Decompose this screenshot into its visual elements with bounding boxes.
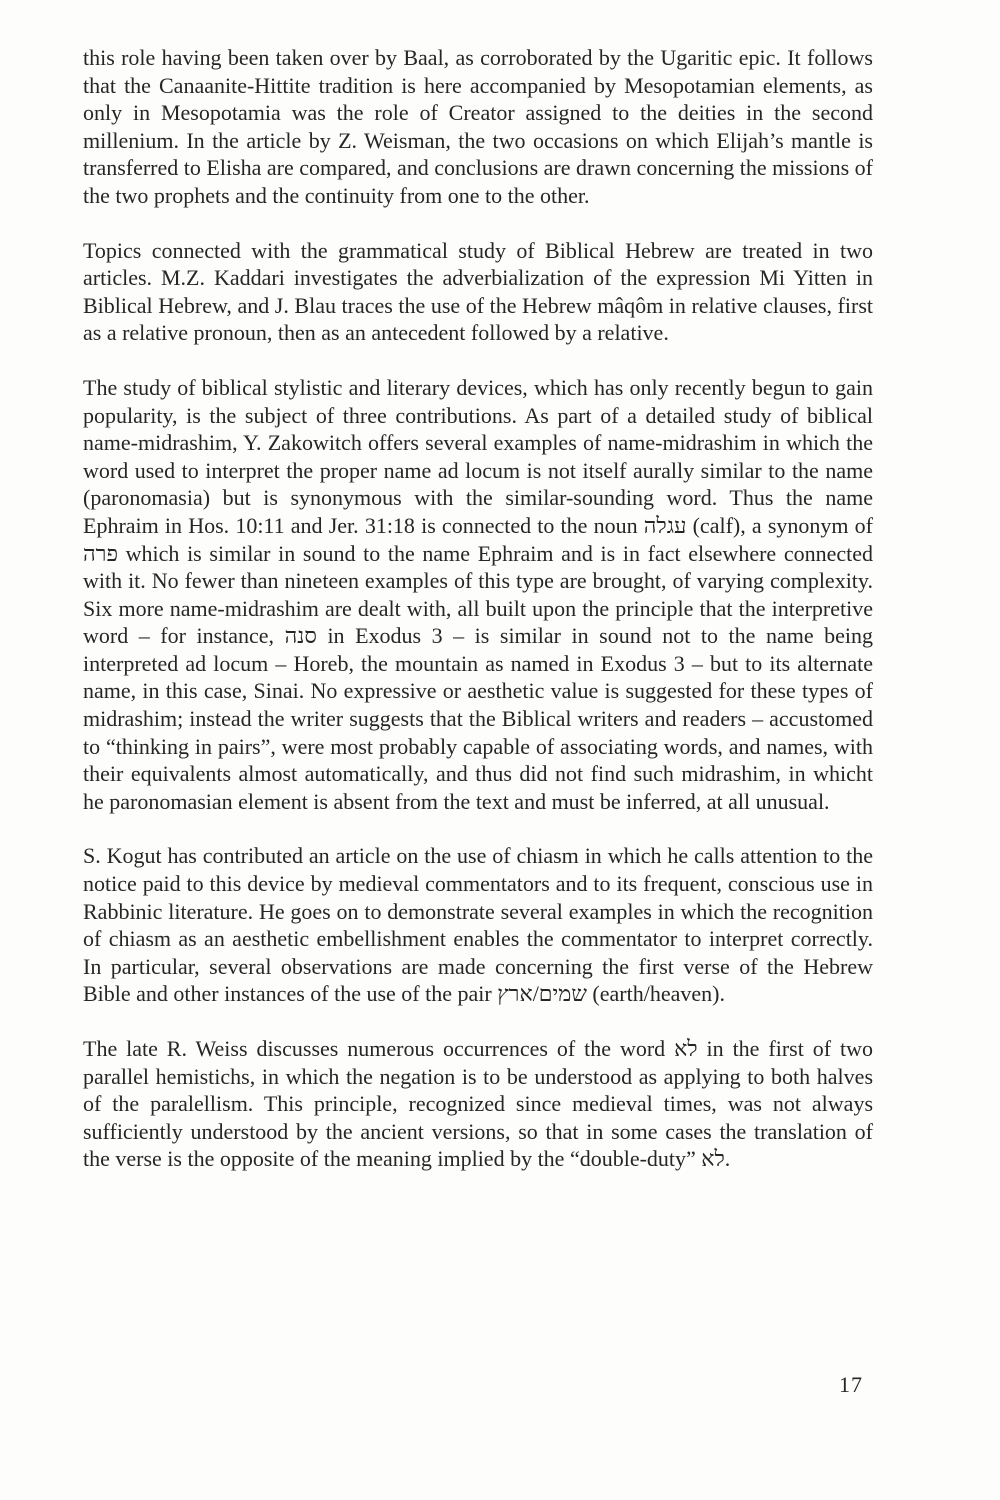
body-text: [83, 44, 873, 1173]
paragraph-3: The study of biblical stylistic and literary devices, which has only recently begun to gain popularity, is the subject of three contributions. As part of a detailed study of biblical name-midrashim, Y. Zakowitch offers several examples of name-midrashim in which the word used to interpret the proper name ad locum is not itself aurally similar to the name (paronomasia) but is synonymous with the similar-sounding word. Thus the name Ephraim in Hos. 10:11 and Jer. 31:18 is connected to the noun עגלה (calf), a synonym of פרה which is similar in sound to the name Ephraim and is in fact elsewhere connected with it. No fewer than nineteen examples of this type are brought, of varying complexity. Six more name-midrashim are dealt with, all built upon the principle that the interpretive word – for instance, סנה in Exodus 3 – is similar in sound not to the name being interpreted ad locum – Horeb, the mountain as named in Exodus 3 – but to its alternate name, in this case, Sinai. No expressive or aesthetic value is suggested for these types of midrashim; instead the writer suggests that the Biblical writers and readers – accustomed to “thinking in pairs”, were most probably capable of associating words, and names, with their equivalents almost automatically, and thus did not find such midrashim, in whicht he paronomasian element is absent from the text and must be inferred, at all unusual.: [83, 374, 873, 814]
page-number: 17: [839, 1372, 863, 1397]
paragraph-2: Topics connected with the grammatical study of Biblical Hebrew are treated in two articles. M.Z. Kaddari investigates the adverbialization of the expression Mi Yitten in Biblical Hebrew, and J. Blau traces the use of the Hebrew mâqôm in relative clauses, first as a relative pronoun, then as an antecedent followed by a relative.: [83, 237, 873, 346]
paragraph-4: S. Kogut has contributed an article on the use of chiasm in which he calls attention to the notice paid to this device by medieval commentators and to its frequent, conscious use in Rabbinic literature. He goes on to demonstrate several examples in which the recognition of chiasm as an aesthetic embellishment enables the commentator to interpret correctly. In particular, several observations are made concerning the first verse of the Hebrew Bible and other instances of the use of the pair שמים/ארץ (earth/heaven).: [83, 843, 873, 1007]
paragraph-1: this role having been taken over by Baal, as corroborated by the Ugaritic epic. It follows that the Canaanite-Hittite tradition is here accompanied by Mesopotamian elements, as only in Mesopotamia was the role of Creator assigned to the deities in the second millenium. In the article by Z. Weisman, the two occasions on which Elijah’s mantle is transferred to Elisha are compared, and conclusions are drawn concerning the missions of the two prophets and the continuity from one to the other.: [83, 45, 873, 208]
paragraph-5: The late R. Weiss discusses numerous occurrences of the word לא in the first of two parallel hemistichs, in which the negation is to be understood as applying to both halves of the paralellism. This principle, recognized since medieval times, was not always sufficiently understood by the ancient versions, so that in some cases the translation of the verse is the opposite of the meaning implied by the “double-duty” לא.: [83, 1036, 873, 1172]
